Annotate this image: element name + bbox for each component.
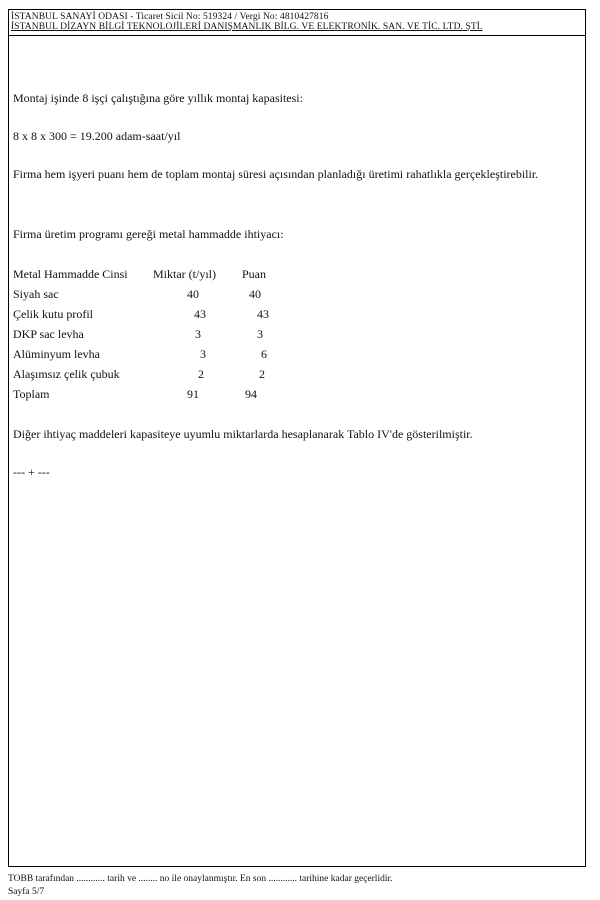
material-name: Alaşımsız çelik çubuk xyxy=(13,367,120,381)
capacity-formula: 8 x 8 x 300 = 19.200 adam-saat/yıl xyxy=(13,129,181,143)
column-header-quantity: Miktar (t/yıl) xyxy=(153,267,216,281)
total-score: 94 xyxy=(245,387,257,401)
paragraph-production-note: Firma hem işyeri puanı hem de toplam montaj süresi açısından planladığı üretimi rahatlıkla gerçekleştirebilir. xyxy=(13,167,539,181)
score-value: 43 xyxy=(257,307,269,321)
page-number: Sayfa 5/7 xyxy=(8,887,45,897)
paragraph-capacity-intro: Montaj işinde 8 işçi çalıştığına göre yıllık montaj kapasitesi: xyxy=(13,91,303,105)
quantity-value: 40 xyxy=(187,287,199,301)
quantity-value: 2 xyxy=(198,367,204,381)
header-company-name: İSTANBUL DİZAYN BİLGİ TEKNOLOJİLERİ DANIŞMANLIK BİLG. VE ELEKTRONİK. SAN. VE TİC. LTD. ŞTİ. xyxy=(11,22,483,32)
material-name: Siyah sac xyxy=(13,287,59,301)
document-header xyxy=(9,10,585,36)
total-label: Toplam xyxy=(13,387,50,401)
section-separator: --- + --- xyxy=(13,465,50,479)
material-name: Çelik kutu profil xyxy=(13,307,93,321)
column-header-material: Metal Hammadde Cinsi xyxy=(13,267,128,281)
score-value: 3 xyxy=(257,327,263,341)
quantity-value: 43 xyxy=(194,307,206,321)
total-quantity: 91 xyxy=(187,387,199,401)
page-frame xyxy=(8,9,586,867)
header-registry-line: İSTANBUL SANAYİ ODASI - Ticaret Sicil No: 519324 / Vergi No: 4810427816 xyxy=(11,12,329,22)
paragraph-other-materials: Diğer ihtiyaç maddeleri kapasiteye uyumlu miktarlarda hesaplanarak Tablo IV'de gösterilmiştir. xyxy=(13,427,473,441)
material-name: Alüminyum levha xyxy=(13,347,100,361)
paragraph-raw-material-intro: Firma üretim programı gereği metal hammadde ihtiyacı: xyxy=(13,227,284,241)
score-value: 40 xyxy=(249,287,261,301)
column-header-score: Puan xyxy=(242,267,266,281)
quantity-value: 3 xyxy=(195,327,201,341)
score-value: 6 xyxy=(261,347,267,361)
material-name: DKP sac levha xyxy=(13,327,84,341)
document-footer xyxy=(8,873,393,899)
score-value: 2 xyxy=(259,367,265,381)
footer-approval-note: TOBB tarafından ............ tarih ve ........ no ile onaylanmıştır. En son ............ tarihine kadar geçerlidir. xyxy=(8,874,393,884)
quantity-value: 3 xyxy=(200,347,206,361)
